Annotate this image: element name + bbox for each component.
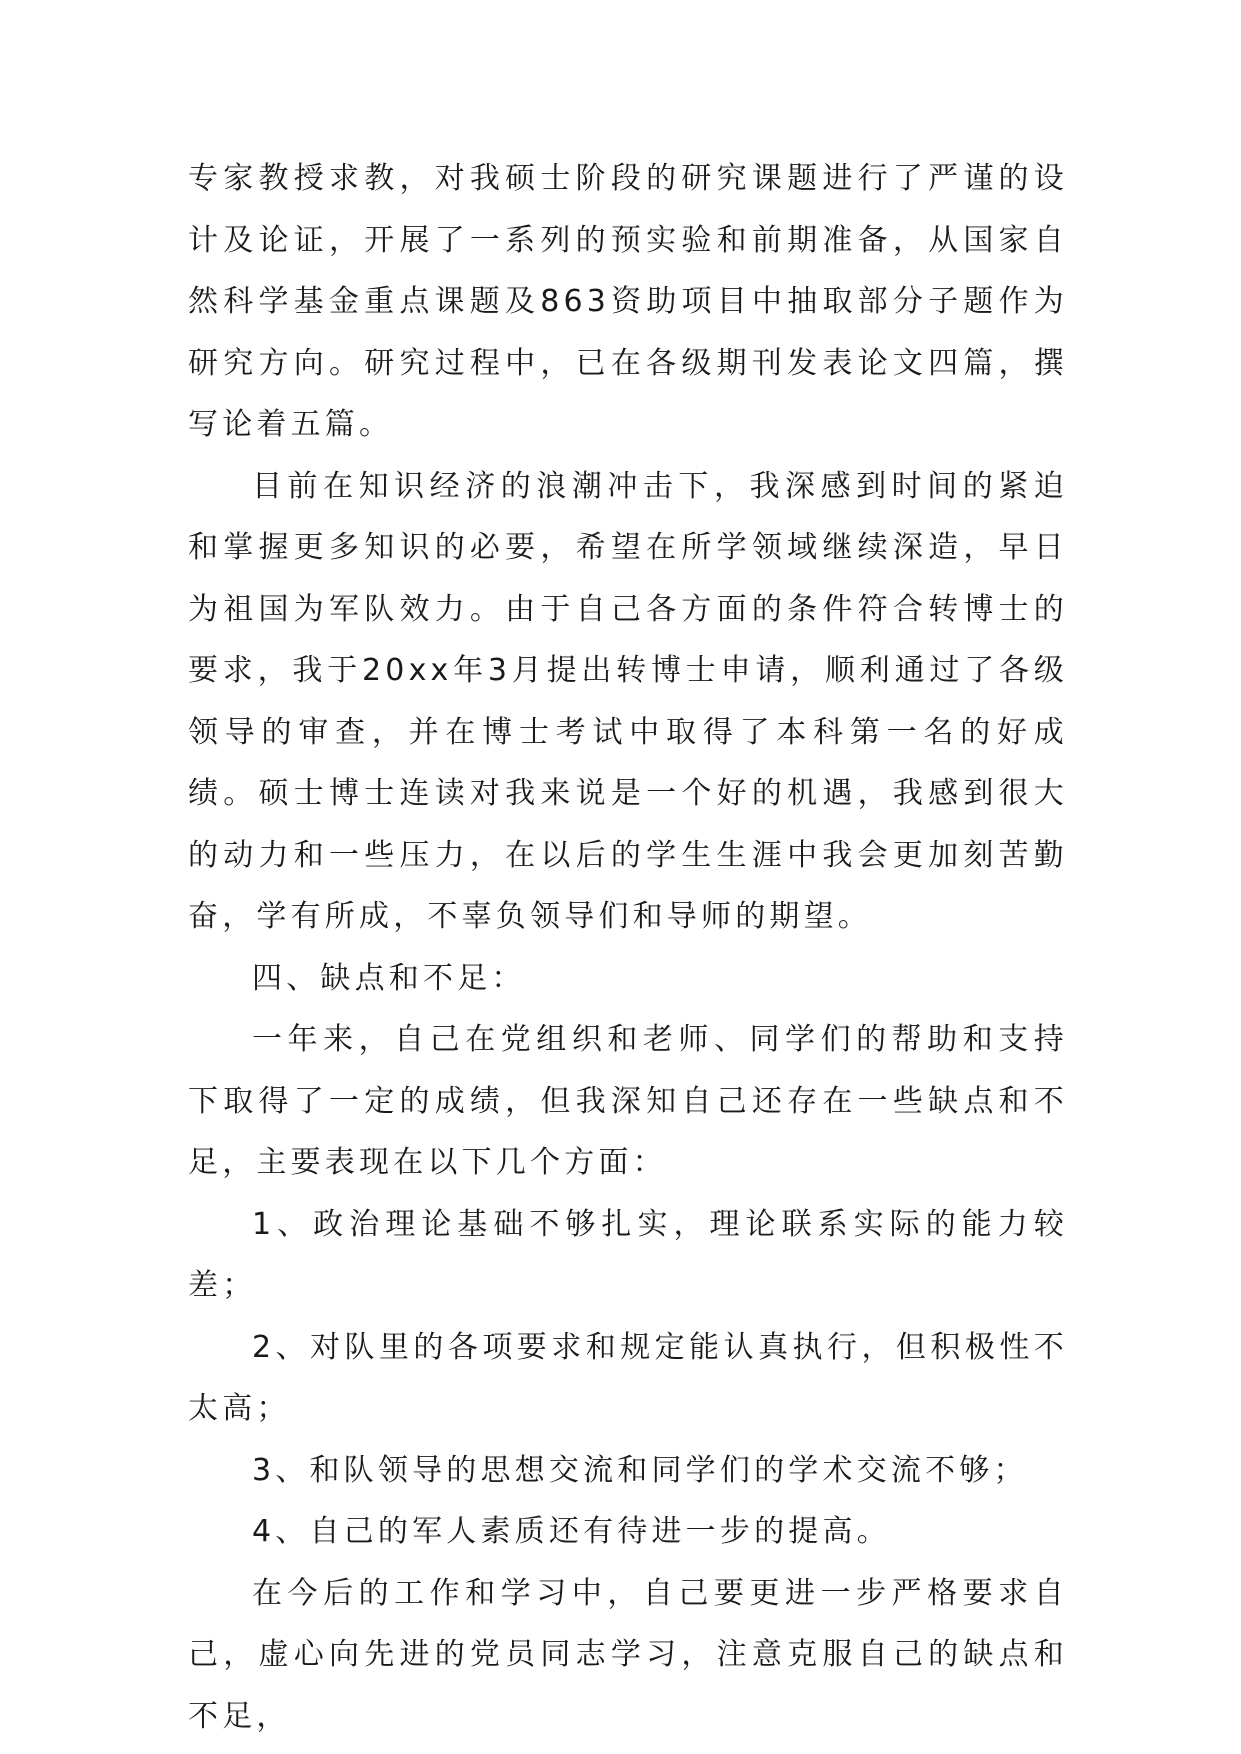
- list-item-1: 1、政治理论基础不够扎实，理论联系实际的能力较差；: [188, 1206, 1068, 1303]
- list-item-2: 2、对队里的各项要求和规定能认真执行，但积极性不太高；: [188, 1329, 1068, 1426]
- paragraph-future-plans: 在今后的工作和学习中，自己要更进一步严格要求自己，虚心向先进的党员同志学习，注意克服自己的缺点和不足，: [188, 1575, 1068, 1734]
- paragraph-research-topic: 专家教授求教，对我硕士阶段的研究课题进行了严谨的设计及论证，开展了一系列的预实验和前期准备，从国家自然科学基金重点课题及863资助项目中抽取部分子题作为研究方向。研究过程中，已在各级期刊发表论文四篇，撰写论着五篇。: [188, 161, 1068, 442]
- list-item-4: 4、自己的军人素质还有待进一步的提高。: [252, 1514, 891, 1549]
- section-heading-shortcomings: 四、缺点和不足：: [252, 960, 526, 996]
- document-body: [188, 148, 1068, 1747]
- paragraph-doctoral-application: 目前在知识经济的浪潮冲击下，我深感到时间的紧迫和掌握更多知识的必要，希望在所学领域继续深造，早日为祖国为军队效力。由于自己各方面的条件符合转博士的要求，我于20xx年3月提出转博士申请，顺利通过了各级领导的审查，并在博士考试中取得了本科第一名的好成绩。硕士博士连读对我来说是一个好的机遇，我感到很大的动力和一些压力，在以后的学生生涯中我会更加刻苦勤奋，学有所成，不辜负领导们和导师的期望。: [188, 468, 1068, 934]
- paragraph-shortcomings-intro: 一年来，自己在党组织和老师、同学们的帮助和支持下取得了一定的成绩，但我深知自己还存在一些缺点和不足，主要表现在以下几个方面：: [188, 1022, 1068, 1180]
- list-item-3: 3、和队领导的思想交流和同学们的学术交流不够；: [252, 1452, 1028, 1488]
